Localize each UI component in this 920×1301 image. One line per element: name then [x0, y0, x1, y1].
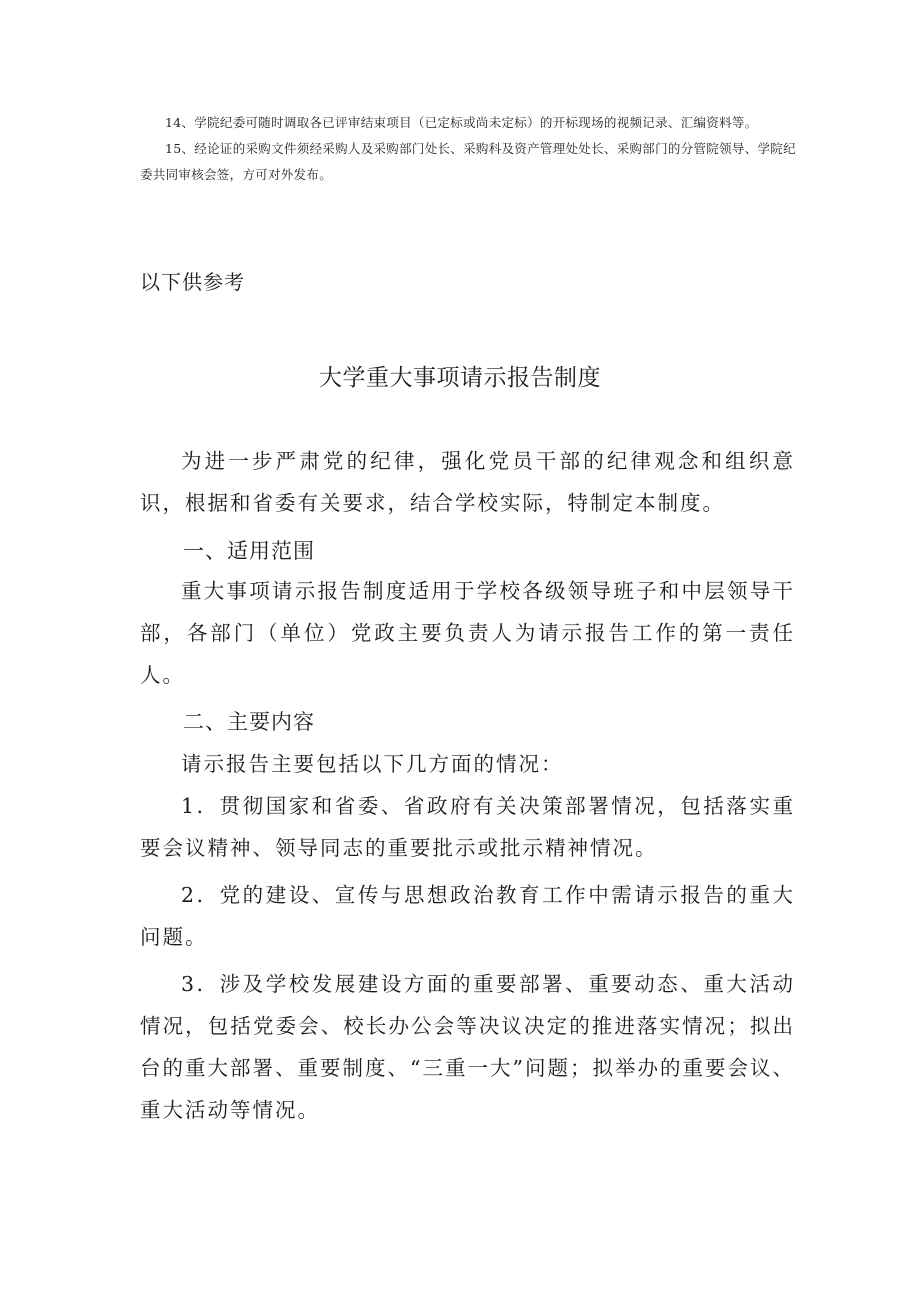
content-item-1: 1．贯彻国家和省委、省政府有关决策部署情况，包括落实重要会议精神、领导同志的重要批示或批示精神情况。 [140, 794, 795, 860]
content-intro-paragraph: 请示报告主要包括以下几方面的情况： [181, 752, 564, 776]
intro-paragraph: 为进一步严肃党的纪律，强化党员干部的纪律观念和组织意识，根据和省委有关要求，结合学校实际，特制定本制度。 [140, 449, 795, 515]
section-heading-content: 二、主要内容 [183, 710, 315, 734]
content-item-3: 3．涉及学校发展建设方面的重要部署、重要动态、重大活动情况，包括党委会、校长办公会等决议决定的推进落实情况；拟出台的重大部署、重要制度、“三重一大”问题；拟举办的重要会议、重大活动等情况。 [140, 972, 795, 1122]
section-heading-scope: 一、适用范围 [183, 539, 315, 563]
scope-paragraph: 重大事项请示报告制度适用于学校各级领导班子和中层领导干部，各部门（单位）党政主要负责人为请示报告工作的第一责任人。 [140, 579, 795, 687]
reference-label: 以下供参考 [140, 270, 245, 294]
content-item-2: 2．党的建设、宣传与思想政治教育工作中需请示报告的重大问题。 [140, 883, 795, 949]
document-title: 大学重大事项请示报告制度 [319, 365, 601, 391]
note-item-14: 14、学院纪委可随时调取各已评审结束项目（已定标或尚未定标）的开标现场的视频记录、汇编资料等。 [165, 115, 758, 130]
note-item-15: 15、经论证的采购文件须经采购人及采购部门处长、采购科及资产管理处处长、采购部门的分管院领导、学院纪委共同审核会签，方可对外发布。 [140, 141, 796, 182]
